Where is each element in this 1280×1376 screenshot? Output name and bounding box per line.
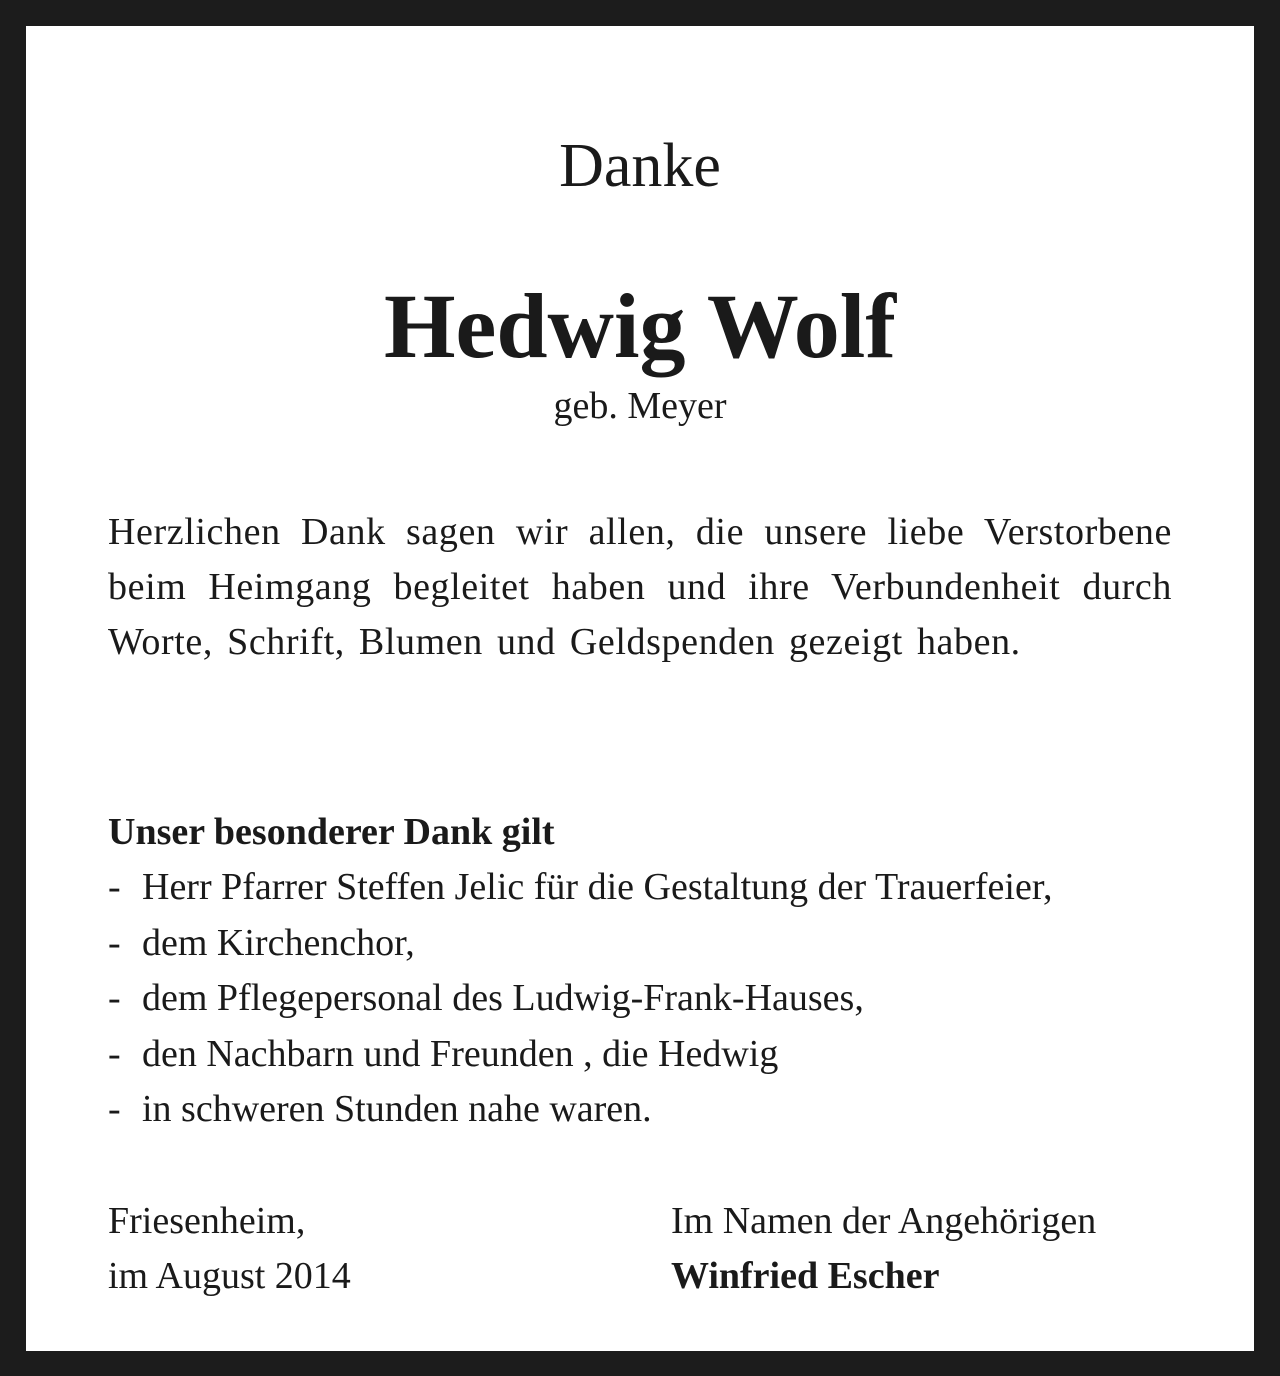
signer-name: Winfried Escher xyxy=(671,1255,940,1297)
list-bullet: - xyxy=(108,1088,121,1130)
list-item-text: dem Kirchenchor, xyxy=(142,921,415,964)
list-item-text: dem Pflegepersonal des Ludwig-Frank-Hauses, xyxy=(142,977,864,1019)
list-item xyxy=(108,860,1188,916)
place-date-block xyxy=(108,1194,351,1304)
special-thanks-list xyxy=(108,860,1188,1138)
list-item xyxy=(108,1082,1188,1138)
list-item-text: Herr Pfarrer Steffen Jelic für die Gestaltung der Trauerfeier, xyxy=(142,866,1053,908)
list-bullet: - xyxy=(108,1032,121,1075)
obituary-notice xyxy=(26,26,1254,1351)
list-item xyxy=(108,1027,1188,1083)
list-item-text: den Nachbarn und Freunden , die Hedwig xyxy=(142,1032,779,1075)
date: im August 2014 xyxy=(108,1255,351,1297)
maiden-name: geb. Meyer xyxy=(553,385,727,427)
place: Friesenheim, xyxy=(108,1200,306,1242)
list-item xyxy=(108,916,1188,972)
thanks-message: Herzlichen Dank sagen wir allen, die unsere liebe Verstorbene beim Heimgang begleitet haben und ihre Verbundenheit durch Worte, Schrift, Blumen und Geldspenden gezeigt haben. xyxy=(108,511,1172,663)
list-item-text: in schweren Stunden nahe waren. xyxy=(142,1088,652,1130)
list-bullet: - xyxy=(108,977,121,1019)
on-behalf-text: Im Namen der Angehörigen xyxy=(671,1200,1097,1242)
deceased-name: Hedwig Wolf xyxy=(383,275,897,377)
special-thanks-heading: Unser besonderer Dank gilt xyxy=(108,811,555,853)
list-bullet: - xyxy=(108,866,121,908)
signature-block xyxy=(671,1194,1096,1304)
list-bullet: - xyxy=(108,921,121,964)
notice-heading: Danke xyxy=(559,132,721,200)
list-item xyxy=(108,971,1188,1027)
